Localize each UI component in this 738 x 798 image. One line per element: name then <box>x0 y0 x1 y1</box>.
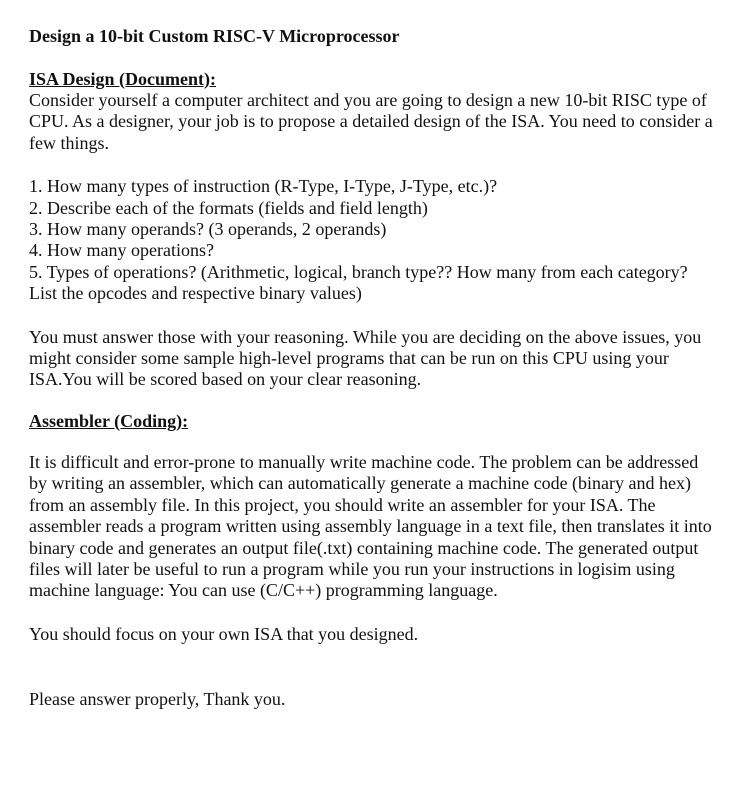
question-item-5: 5. Types of operations? (Arithmetic, logical, branch type?? How many from each category? List the opcodes and respective binary values) <box>29 261 688 304</box>
spacer <box>29 391 719 411</box>
spacer <box>29 645 719 689</box>
spacer <box>29 432 719 452</box>
isa-question-list <box>29 176 719 304</box>
isa-design-heading: ISA Design (Document): <box>29 69 216 89</box>
spacer <box>29 305 719 327</box>
isa-intro-paragraph: Consider yourself a computer architect and you are going to design a new 10-bit RISC type of CPU. As a designer, your job is to propose a detailed design of the ISA. You need to consider a few things. <box>29 90 713 153</box>
spacer <box>29 154 719 176</box>
reasoning-paragraph: You must answer those with your reasoning. While you are deciding on the above issues, you might consider some sample high-level programs that can be run on this CPU using your ISA.You will be scored based on your clear reasoning. <box>29 326 702 390</box>
focus-paragraph: You should focus on your own ISA that you designed. <box>29 623 419 644</box>
question-item-3: 3. How many operands? (3 operands, 2 operands) <box>29 219 387 240</box>
spacer <box>29 602 719 624</box>
assembler-body-paragraph: It is difficult and error-prone to manually write machine code. The problem can be addressed by writing an assembler, which can automatically generate a machine code (binary and hex) from an assembly file. In this project, you should write an assembler for your ISA. The assembler reads a program written using assembly language in a text file, then translates it into binary code and generates an output file(.txt) containing machine code. The generated output files will later be useful to run a program while you run your instructions in logisim using machine language: You can use (C/C++) programming language. <box>29 451 712 601</box>
question-item-4: 4. How many operations? <box>29 240 214 261</box>
question-item-2: 2. Describe each of the formats (fields and field length) <box>29 197 428 218</box>
closing-paragraph: Please answer properly, Thank you. <box>29 689 286 710</box>
assembler-heading: Assembler (Coding): <box>29 410 189 431</box>
document-title: Design a 10-bit Custom RISC-V Microprocessor <box>29 26 400 46</box>
document-page <box>29 26 719 711</box>
question-item-1: 1. How many types of instruction (R-Type, I-Type, J-Type, etc.)? <box>29 176 498 197</box>
spacer <box>29 47 719 69</box>
